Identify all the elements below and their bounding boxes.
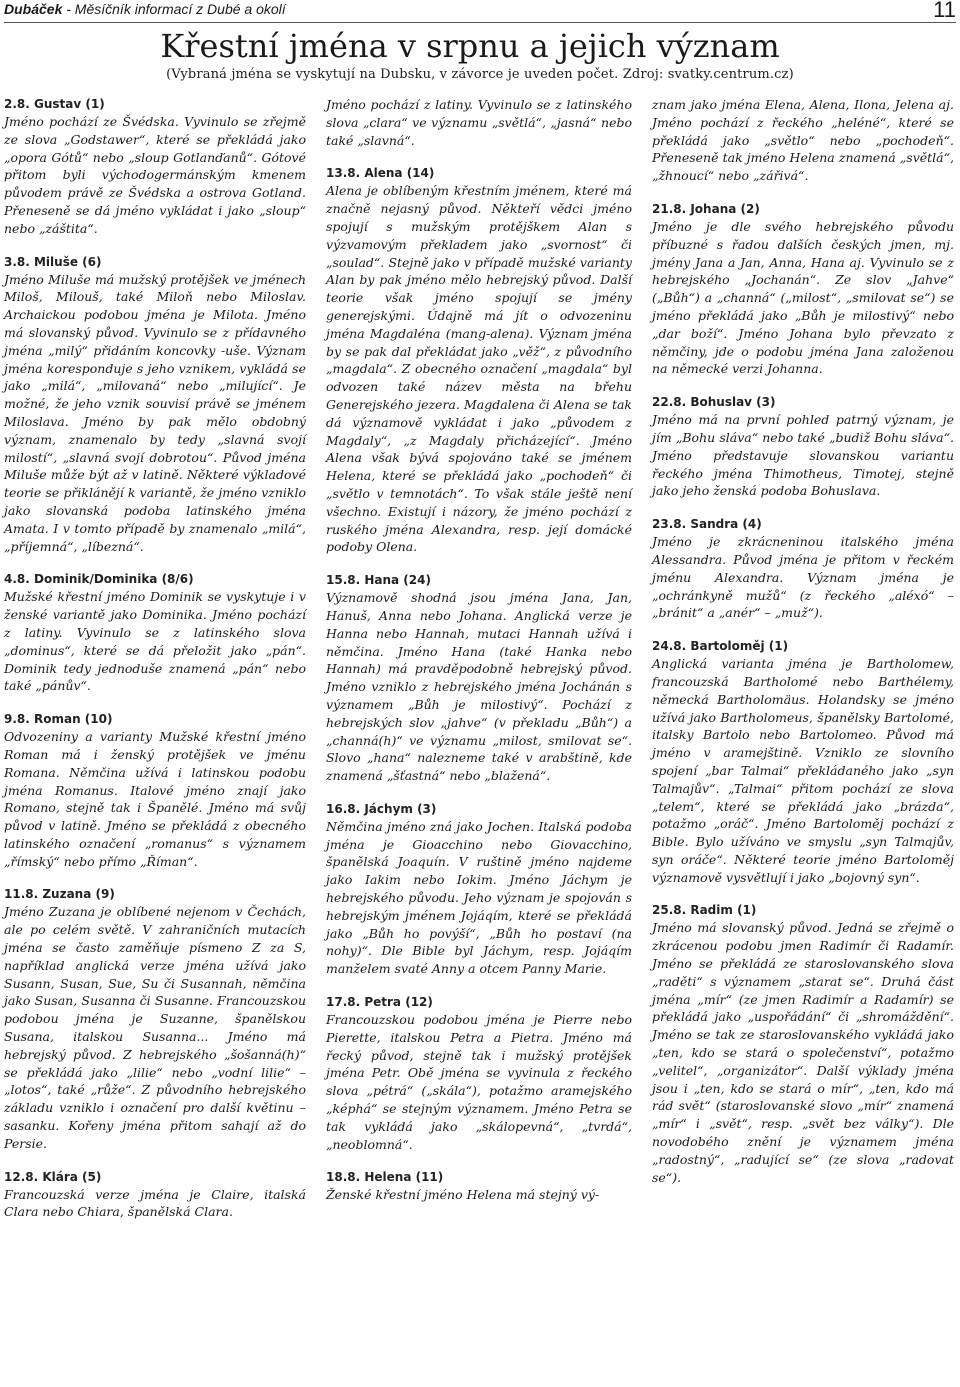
entry-text: Jméno pochází ze Švédska. Vyvinulo se zřejmě ze slova „Godstawer“, které se překládá jako „opora Gótů“ nebo „sloup Gotlanďanů“. Gótové přitom byli východogermánským kmenem původem právě ze Švédska a ostrova Gotland. Přeneseně se dá jméno vykládat i jako „sloup“ nebo „záštita“. <box>4 114 306 236</box>
entry-text: Francouzská verze jména je Claire, italská Clara nebo Chiara, španělská Clara. <box>4 1186 306 1220</box>
entry-text: Jméno má na první pohled patrný význam, je jím „Bohu sláva“ nebo také „budiž Bohu sláva“. Jméno představuje slovanskou variantu řeckého jména Thimotheus, Timotej, stejně jako jeho ženská podoba Bohuslava. <box>652 412 954 499</box>
name-entry <box>326 572 632 785</box>
entry-heading: 25.8. Radim (1) <box>652 903 757 918</box>
publication-tagline: - Měsíčník informací z Dubé a okolí <box>62 1 286 17</box>
entry-text: Francouzskou podobou jména je Pierre nebo Pierette, italskou Petra a Pietra. Jméno má řecký původ, stejně tak i mužský protějšek jména Petr. Obě jména se vyvinula z řeckého slova „pétrá“ („skála“), potažmo aramejského „képhá“ se stejným významem. Jméno Petra se tak vykládá jako „skálopevná“, „tvrdá“, „neoblomná“. <box>326 1012 632 1152</box>
entry-heading: 11.8. Zuzana (9) <box>4 887 115 902</box>
name-entry <box>4 254 306 556</box>
name-entry <box>4 571 306 695</box>
entry-heading: 15.8. Hana (24) <box>326 573 431 588</box>
article-title: Křestní jména v srpnu a jejich význam <box>160 27 780 65</box>
page-header <box>4 0 956 23</box>
entry-heading: 16.8. Jáchym (3) <box>326 801 437 816</box>
name-entry <box>652 902 954 1186</box>
column-1 <box>4 96 306 1237</box>
entry-heading: 22.8. Bohuslav (3) <box>652 395 776 410</box>
name-entry <box>326 165 632 556</box>
name-entry <box>4 96 306 238</box>
entry-heading: 24.8. Bartoloměj (1) <box>652 639 789 654</box>
name-entry <box>652 201 954 378</box>
entry-text: Odvozeniny a varianty Mužské křestní jméno Roman má i ženský protějšek ve jménu Romana. Němčina užívá i latinskou podobu jména Romanus. Italové jméno znají jako Romano, stejně tak i Španělé. Jméno má svůj původ v latině. Jméno se překládá z obecného latinského označení „romanus“ s významem „římský“ nebo přímo „Říman“. <box>4 729 306 869</box>
article-subtitle: (Vybraná jména se vyskytují na Dubsku, v závorce je uveden počet. Zdroj: svatky.centrum.cz) <box>166 67 794 82</box>
entry-heading: 17.8. Petra (12) <box>326 995 433 1010</box>
entry-text: Jméno Zuzana je oblíbené nejenom v Čechách, ale po celém světě. V zahraničních mutacích jména se často zaměňuje písmeno Z za S, například anglická verze jména užívá jako Susann, Susan, Sue, Su či Susannah, němčina jako Susan, Susanna či Susanne. Francouzskou podobou jména je Suzanne, španělskou Susana, italskou Susanna... Jméno má hebrejský původ. Z hebrejského „šošanná(h)“ se překládá jako „lilie“ nebo „vodní lilie“ – „lotos“, také „růže“. Z původního hebrejského základu vzniklo i označení pro další květinu – sasanku. Kořeny jména přitom sahají až do Persie. <box>4 904 306 1151</box>
entry-text: Významově shodná jsou jména Jana, Jan, Hanuš, Anna nebo Johana. Anglická verze je Hanna nebo Hannah, mutaci Hannah užívá i němčina. Jméno Hana (také Hanka nebo Hannah) má pravděpodobně hebrejský původ. Jméno vzniklo z hebrejského jména Jochánán s významem „Bůh je milostivý“. Pochází z hebrejských slov „jahve“ (v překladu „Bůh“) a „channá(h)“ ve významu „milost, smilovat se“. Slovo „hana“ nalezneme také v arabštině, kde znamená „šťastná“ nebo „blažená“. <box>326 590 632 784</box>
name-entry <box>4 886 306 1152</box>
entry-heading: 13.8. Alena (14) <box>326 166 435 181</box>
publication-title: Dubáček <box>4 1 63 17</box>
entry-heading: 2.8. Gustav (1) <box>4 97 105 111</box>
name-entry <box>326 96 632 149</box>
entry-heading: 12.8. Klára (5) <box>4 1169 102 1184</box>
entry-heading: 3.8. Miluše (6) <box>4 254 102 269</box>
publication-name <box>4 1 286 17</box>
column-2 <box>326 96 632 1220</box>
column-3 <box>652 96 954 1202</box>
name-entry <box>4 711 306 870</box>
entry-text: Alena je oblíbeným křestním jménem, které má značně nejasný původ. Někteří vědci jméno spojují s mužským protějškem Alan s výzvamovým překladem jako „svornost“ či „soulad“. Stejně jako v případě mužské varianty Alan by pak jméno mělo hebrejský původ. Další teorie však jméno spojují se jmény generejskými. Údajně má jít o odvozeninu jména Magdaléna (mang-alena). Význam jména by se pak dal překládat jako „věž“, z původního „magdala“. Z obecného označení „magdala“ byl odvozen také název města na břehu Generejského jezera. Magdalena či Alena se tak dá významově vykládat i jako „původem z Magdaly“, „z Magdaly přicházející“. Jméno Alena však bývá spojováno také se jménem Helena, které se překládá jako „pochodeň“ či „světlo v temnotách“. To však stále ještě není všechno. Existují i názory, že jméno pochází z ruského jména Alexandra, resp. její domácké podoby Olena. <box>326 183 632 555</box>
entry-text: Ženské křestní jméno Helena má stejný vý- <box>326 1187 600 1203</box>
entry-heading: 4.8. Dominik/Dominika (8/6) <box>4 572 194 587</box>
page-number: 11 <box>933 0 956 22</box>
entry-text: Jméno je dle svého hebrejského původu příbuzné s řadou dalších českých jmen, mj. jmény Jana a Jan, Anna, Hana aj. Vyvinulo se z hebrejského „Jochanán“. Ze slov „Jahve“ („Bůh“) a „channá“ („milost“, „smilovat se“) se jméno překládá jako „Bůh je milostivý“ nebo „dar boží“. Jméno Johana bylo převzato z němčiny, jde o podobu jména Jana založenou na německé verzi Johanna. <box>652 218 954 377</box>
name-entry <box>326 801 632 978</box>
entry-text: znam jako jména Elena, Alena, Ilona, Jelena aj. Jméno pochází z řeckého „heléné“, které se překládá jako „světlo“ nebo „pochodeň“. Přeneseně tak jméno Helena znamená „světlá“, „žhnoucí“ nebo „zářivá“. <box>652 97 954 184</box>
entry-heading: 18.8. Helena (11) <box>326 1170 444 1185</box>
entry-text: Němčina jméno zná jako Jochen. Italská podoba jména je Gioacchino nebo Giovacchino, španělská Joaquín. V ruštině jméno najdeme jako Iakim nebo Iokim. Jméno Jáchym je hebrejského původu. Jeho význam je spojován s hebrejským jménem Jojáqím, které se překládá jako „Bůh ho povýší“, „Bůh ho postaví (na nohy)“. Dle Bible byl Jáchym, resp. Jojáqím manželem svaté Anny a otcem Panny Marie. <box>326 818 632 977</box>
entry-text: Jméno je zkrácneninou italského jména Alessandra. Původ jména je přitom v řeckém jménu Alexandra. Význam jména je „ochránkyně mužů“ (z řeckého „aléxó“ – „bránit“ a „anér“ – „muž“). <box>652 534 954 621</box>
entry-text: Jméno má slovanský původ. Jedná se zřejmě o zkrácenou podobu jmen Radimír či Radamír. Jméno se překládá ze staroslovanského slova „raděti“ s významem „starat se“. Druhá část jména „mír“ (ze jmen Radimír a Radamír) se překládá jako „uspořádání“ či „shromáždění“. Jméno se tak ze staroslovanského vykládá jako „ten, kdo se stará o společenství“, potažmo „velitel“, „organizátor“. Další výklady jména jsou i „ten, kdo se stará o mír“, „ten, kdo má rád svět“ (staroslovanské slovo „mír“ znamená „mír“ i „svět“, resp. „svět bez války“). Dle novodobého znění je významem jména „radostný“, „radující se“ (ze slova „radovat se“). <box>652 920 954 1185</box>
entry-heading: 21.8. Johana (2) <box>652 201 760 216</box>
name-entry <box>652 96 954 185</box>
name-entry <box>652 516 954 622</box>
name-entry <box>4 1169 306 1222</box>
entry-heading: 9.8. Roman (10) <box>4 712 113 727</box>
entry-text: Jméno Miluše má mužský protějšek ve jménech Miloš, Milouš, také Miloň nebo Miloslav. Archaickou podobou jména je Milota. Jméno má slovanský původ. Vyvinulo se z přídavného jména „milý“ přidáním koncovky -uše. Význam jména koresponduje s jeho vznikem, vykládá se jako „milá“, „milovaná“ nebo „milující“. Je možné, že jeho vznik souvisí právě se jménem Miloslava. Jméno by pak mělo obdobný význam, znamenalo by tedy „slavná svojí milostí“, „slavná svojí dobrotou“. Původ jména Miluše může být až v latině. Některé výkladové teorie se přiklánějí k variantě, že jméno vzniklo jako slovanská podoba latinského jména Amata. I v tomto případě by znamenalo „milá“, „příjemná“, „líbezná“. <box>4 271 306 554</box>
entry-text: Jméno pochází z latiny. Vyvinulo se z latinského slova „clara“ ve významu „světlá“, „jasná“ nebo také „slavná“. <box>326 97 632 148</box>
name-entry <box>326 994 632 1153</box>
entry-text: Anglická varianta jména je Bartholomew, francouzská Bartholomé nebo Barthélemy, německá Bartholomäus. Holandsky se jméno užívá jako Bartholomeus, španělsky Bartolomé, italsky Bartolo nebo Bartolomeo. Původ má jméno v aramejštině. Vzniklo ze slovního spojení „bar Talmai“ překládaného jako „syn Talmajův“. „Talmai“ přitom pochází ze slova „telem“, které se překládá jako „brázda“, potažmo „oráč“. Jméno Bartoloměj pochází z Bible. Bylo užíváno ve smyslu „syn Talmajův, syn oráče“. Některé teorie jméno Bartoloměj významově vysvětlují i jako „bojovný syn“. <box>652 656 954 885</box>
entry-heading: 23.8. Sandra (4) <box>652 517 762 532</box>
entry-text: Mužské křestní jméno Dominik se vyskytuje i v ženské variantě jako Dominika. Jméno pochází z latiny. Vyvinulo se z latinského slova „dominus“, které se dá přeložit jako „pán“. Dominik tedy jednoduše znamená „pán“ nebo také „pánův“. <box>4 589 306 694</box>
name-entry <box>326 1169 632 1204</box>
name-entry <box>652 394 954 500</box>
name-entry <box>652 638 954 886</box>
